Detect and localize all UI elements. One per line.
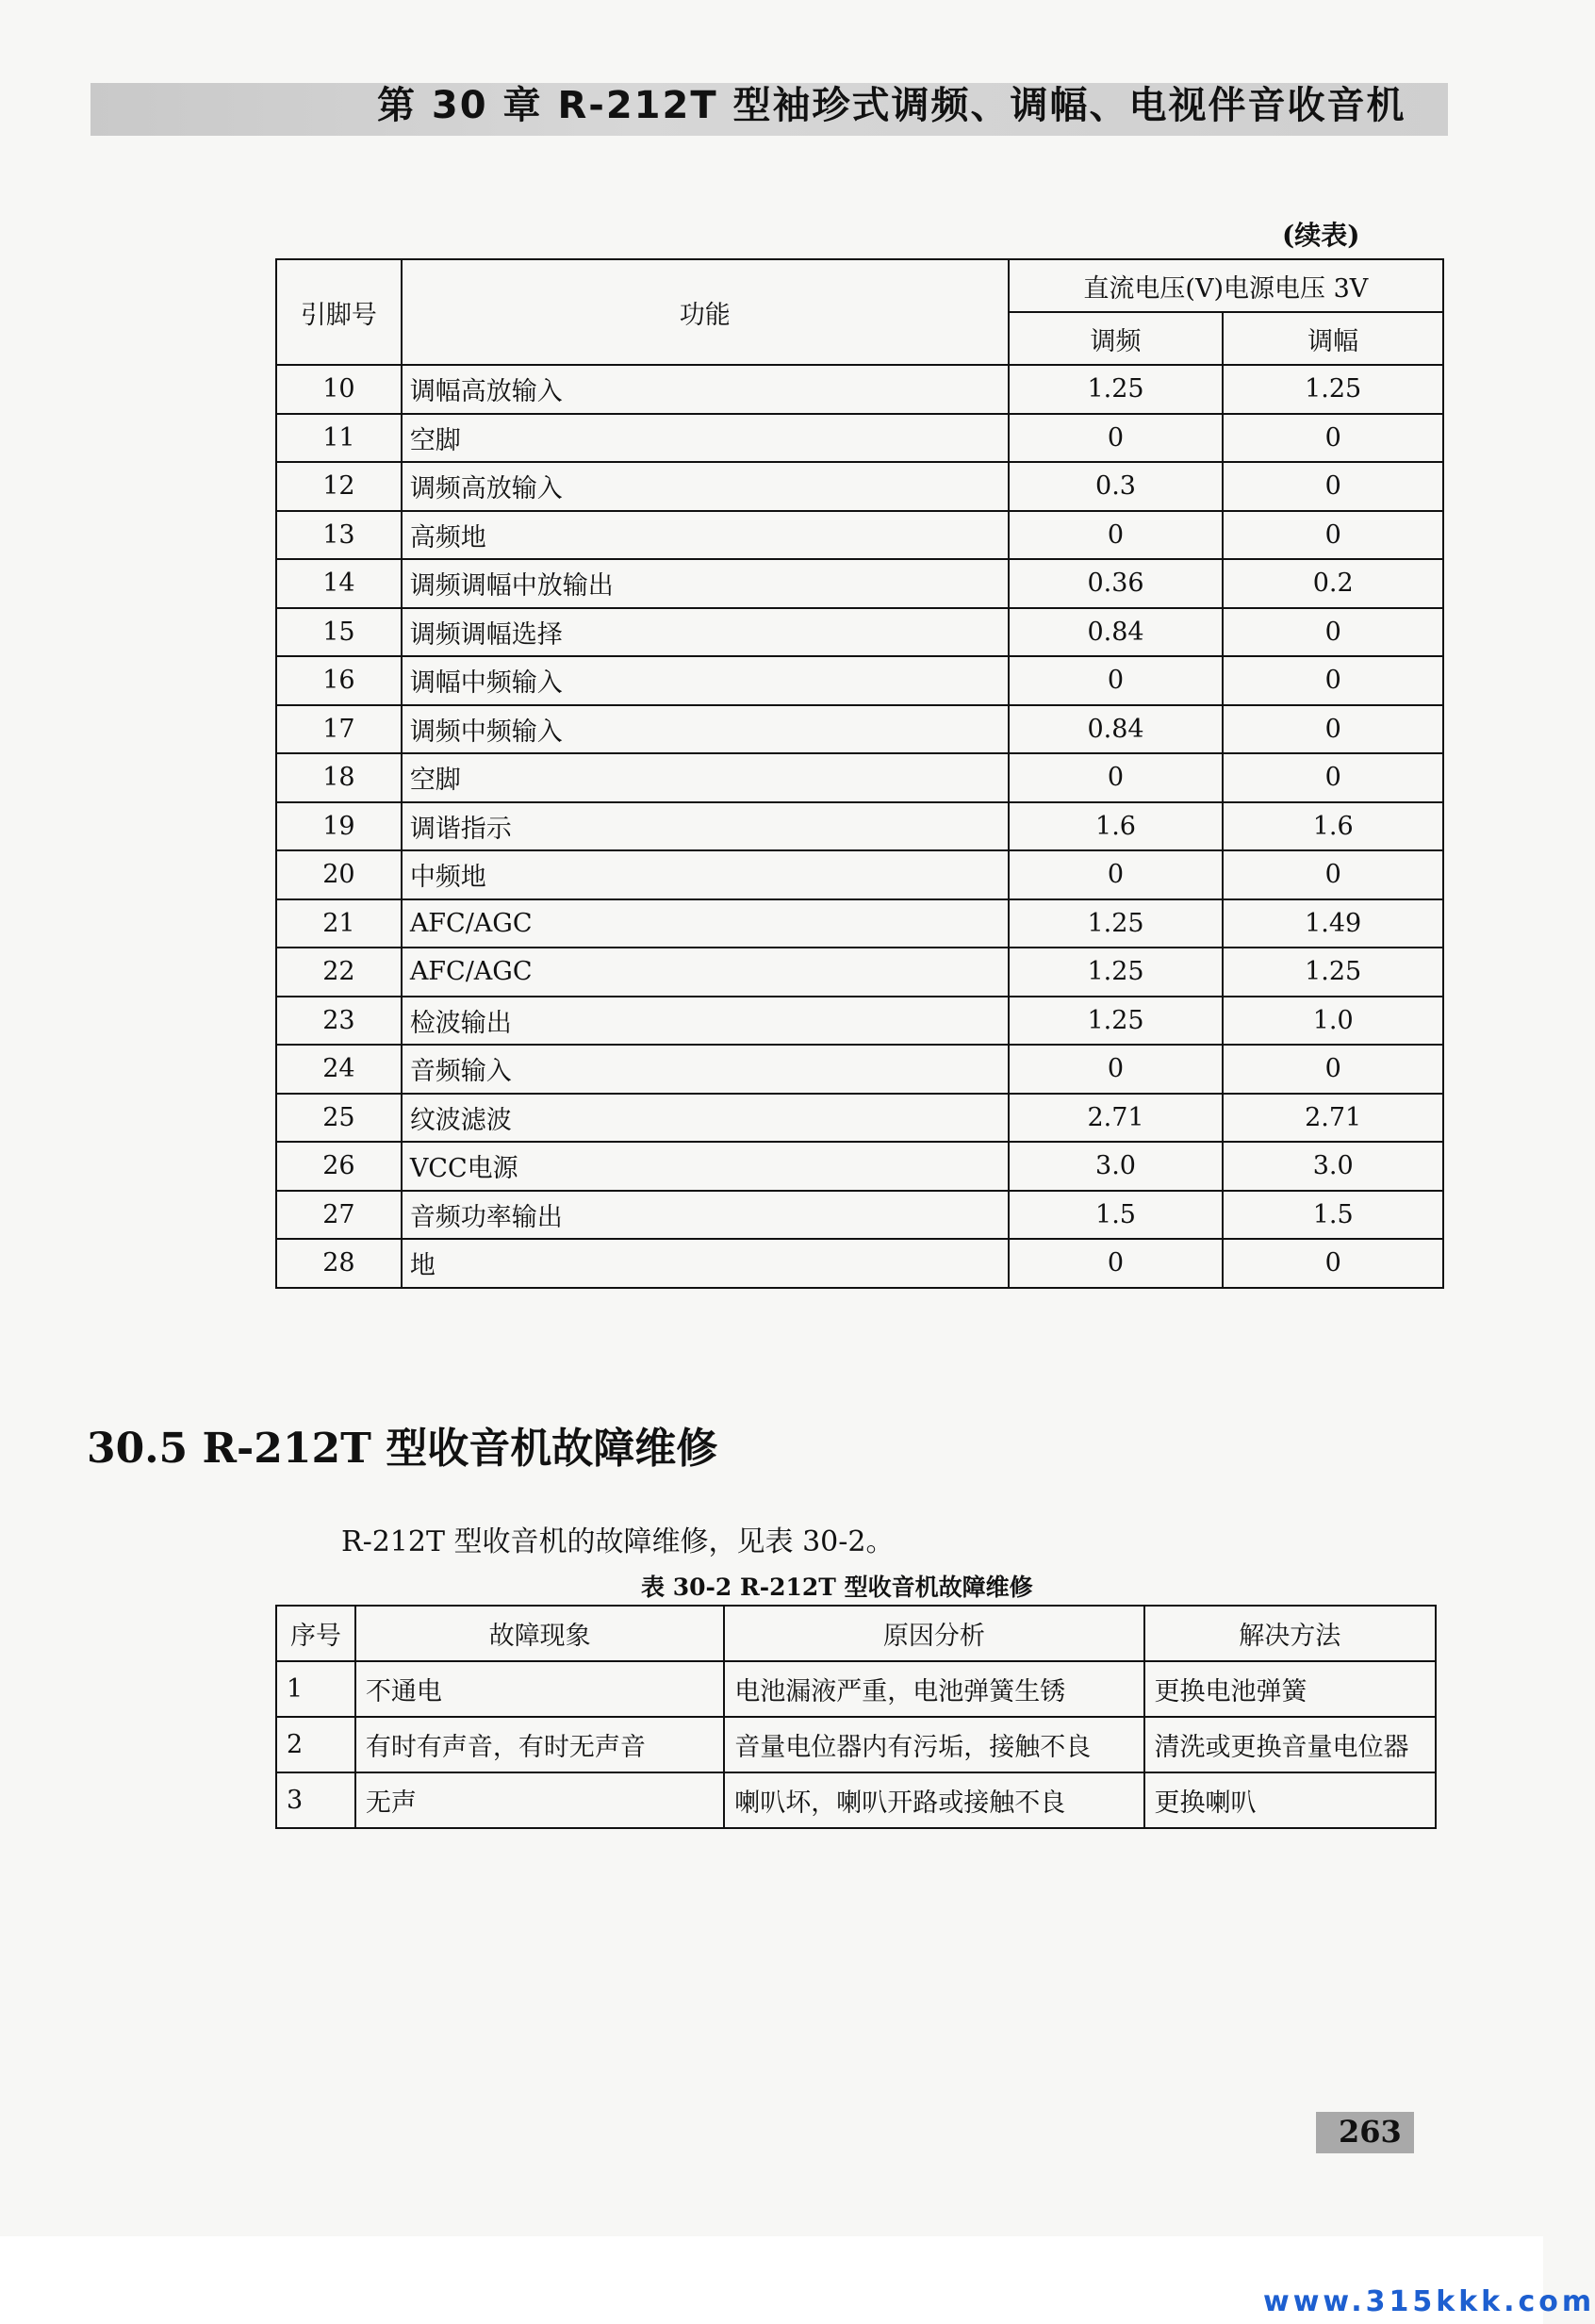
fm-voltage-cell: 1.5	[1009, 1191, 1224, 1240]
table-row	[276, 705, 1443, 754]
function-cell: VCC电源	[402, 1142, 1009, 1191]
table-caption: 表 30-2 R-212T 型收音机故障维修	[641, 1574, 1033, 1601]
am-voltage-cell: 0	[1223, 705, 1443, 754]
table-row	[276, 850, 1443, 899]
table-row	[276, 1045, 1443, 1094]
pin-cell: 24	[276, 1045, 402, 1094]
function-cell: 地	[402, 1239, 1009, 1288]
section-paragraph: R-212T 型收音机的故障维修，见表 30-2。	[341, 1525, 895, 1558]
function-cell: 调幅中频输入	[402, 656, 1009, 705]
pin-cell: 25	[276, 1094, 402, 1143]
function-cell: 调频中频输入	[402, 705, 1009, 754]
fm-voltage-cell: 1.25	[1009, 948, 1224, 997]
table-header-row	[276, 1606, 1436, 1661]
fm-voltage-cell: 1.25	[1009, 997, 1224, 1046]
row-cause: 喇叭坏，喇叭开路或接触不良	[724, 1772, 1143, 1828]
row-index: 2	[276, 1717, 355, 1772]
table-row	[276, 414, 1443, 463]
pin-cell: 11	[276, 414, 402, 463]
fm-voltage-cell: 0.84	[1009, 705, 1224, 754]
header-function: 功能	[402, 259, 1009, 365]
am-voltage-cell: 1.25	[1223, 365, 1443, 414]
pin-cell: 10	[276, 365, 402, 414]
row-solution: 更换喇叭	[1144, 1772, 1437, 1828]
am-voltage-cell: 0	[1223, 414, 1443, 463]
row-solution: 更换电池弹簧	[1144, 1661, 1437, 1717]
function-cell: 调谐指示	[402, 802, 1009, 851]
row-solution: 清洗或更换音量电位器	[1144, 1717, 1437, 1772]
table-row	[276, 462, 1443, 511]
fm-voltage-cell: 0	[1009, 850, 1224, 899]
fm-voltage-cell: 0	[1009, 414, 1224, 463]
function-cell: 检波输出	[402, 997, 1009, 1046]
function-cell: 调频调幅选择	[402, 608, 1009, 657]
fm-voltage-cell: 1.6	[1009, 802, 1224, 851]
row-symptom: 不通电	[355, 1661, 724, 1717]
function-cell: 空脚	[402, 753, 1009, 802]
function-cell: 空脚	[402, 414, 1009, 463]
function-cell: 音频功率输出	[402, 1191, 1009, 1240]
pin-cell: 16	[276, 656, 402, 705]
header-am: 调幅	[1223, 312, 1443, 365]
fm-voltage-cell: 2.71	[1009, 1094, 1224, 1143]
fm-voltage-cell: 0.84	[1009, 608, 1224, 657]
table-row	[276, 948, 1443, 997]
am-voltage-cell: 0	[1223, 511, 1443, 560]
header-symptom: 故障现象	[355, 1606, 724, 1661]
am-voltage-cell: 2.71	[1223, 1094, 1443, 1143]
table-row	[276, 753, 1443, 802]
function-cell: AFC/AGC	[402, 899, 1009, 948]
am-voltage-cell: 0	[1223, 608, 1443, 657]
fm-voltage-cell: 0	[1009, 753, 1224, 802]
pin-cell: 13	[276, 511, 402, 560]
pin-cell: 12	[276, 462, 402, 511]
table-row	[276, 559, 1443, 608]
header-fm: 调频	[1009, 312, 1224, 365]
am-voltage-cell: 0	[1223, 462, 1443, 511]
fault-repair-table	[275, 1605, 1437, 1829]
continued-note: (续表)	[1282, 220, 1360, 251]
am-voltage-cell: 3.0	[1223, 1142, 1443, 1191]
pin-voltage-table	[275, 258, 1444, 1289]
pin-cell: 28	[276, 1239, 402, 1288]
row-cause: 电池漏液严重，电池弹簧生锈	[724, 1661, 1143, 1717]
am-voltage-cell: 1.5	[1223, 1191, 1443, 1240]
pin-cell: 26	[276, 1142, 402, 1191]
function-cell: 调频调幅中放输出	[402, 559, 1009, 608]
table-row	[276, 1142, 1443, 1191]
section-heading: 30.5 R-212T 型收音机故障维修	[87, 1425, 718, 1473]
am-voltage-cell: 0	[1223, 753, 1443, 802]
pin-table-body	[276, 365, 1443, 1288]
table-row	[276, 365, 1443, 414]
table-row	[276, 1239, 1443, 1288]
table-row	[276, 511, 1443, 560]
row-symptom: 无声	[355, 1772, 724, 1828]
pin-cell: 17	[276, 705, 402, 754]
pin-cell: 21	[276, 899, 402, 948]
table-row	[276, 1191, 1443, 1240]
am-voltage-cell: 0	[1223, 656, 1443, 705]
website-watermark: www.315kkk.com	[1263, 2285, 1595, 2318]
page-number: 263	[1339, 2114, 1402, 2150]
am-voltage-cell: 1.0	[1223, 997, 1443, 1046]
table-row	[276, 802, 1443, 851]
fm-voltage-cell: 0	[1009, 1045, 1224, 1094]
pin-cell: 19	[276, 802, 402, 851]
function-cell: 调幅高放输入	[402, 365, 1009, 414]
am-voltage-cell: 0	[1223, 1239, 1443, 1288]
function-cell: 音频输入	[402, 1045, 1009, 1094]
pin-cell: 27	[276, 1191, 402, 1240]
pin-cell: 14	[276, 559, 402, 608]
fm-voltage-cell: 3.0	[1009, 1142, 1224, 1191]
row-index: 3	[276, 1772, 355, 1828]
function-cell: AFC/AGC	[402, 948, 1009, 997]
function-cell: 调频高放输入	[402, 462, 1009, 511]
function-cell: 高频地	[402, 511, 1009, 560]
function-cell: 中频地	[402, 850, 1009, 899]
am-voltage-cell: 1.49	[1223, 899, 1443, 948]
am-voltage-cell: 0	[1223, 850, 1443, 899]
fm-voltage-cell: 1.25	[1009, 899, 1224, 948]
pin-cell: 18	[276, 753, 402, 802]
row-index: 1	[276, 1661, 355, 1717]
fm-voltage-cell: 0	[1009, 656, 1224, 705]
table-row	[276, 1661, 1436, 1717]
function-cell: 纹波滤波	[402, 1094, 1009, 1143]
table-row	[276, 1717, 1436, 1772]
header-cause: 原因分析	[724, 1606, 1143, 1661]
pin-cell: 20	[276, 850, 402, 899]
pin-cell: 15	[276, 608, 402, 657]
header-voltage: 直流电压(V)电源电压 3V	[1009, 259, 1443, 312]
table-row	[276, 656, 1443, 705]
table-row	[276, 608, 1443, 657]
row-symptom: 有时有声音，有时无声音	[355, 1717, 724, 1772]
header-index: 序号	[276, 1606, 355, 1661]
fm-voltage-cell: 0.36	[1009, 559, 1224, 608]
fm-voltage-cell: 0	[1009, 1239, 1224, 1288]
table-row	[276, 1772, 1436, 1828]
fm-voltage-cell: 0	[1009, 511, 1224, 560]
fm-voltage-cell: 1.25	[1009, 365, 1224, 414]
header-solution: 解决方法	[1144, 1606, 1437, 1661]
pin-cell: 22	[276, 948, 402, 997]
header-pin: 引脚号	[276, 259, 402, 365]
row-cause: 音量电位器内有污垢，接触不良	[724, 1717, 1143, 1772]
am-voltage-cell: 1.6	[1223, 802, 1443, 851]
table-row	[276, 899, 1443, 948]
pin-cell: 23	[276, 997, 402, 1046]
table-row	[276, 1094, 1443, 1143]
chapter-title: 第 30 章 R-212T 型袖珍式调频、调幅、电视伴音收音机	[377, 84, 1406, 127]
am-voltage-cell: 0.2	[1223, 559, 1443, 608]
fm-voltage-cell: 0.3	[1009, 462, 1224, 511]
table-row	[276, 997, 1443, 1046]
am-voltage-cell: 0	[1223, 1045, 1443, 1094]
am-voltage-cell: 1.25	[1223, 948, 1443, 997]
